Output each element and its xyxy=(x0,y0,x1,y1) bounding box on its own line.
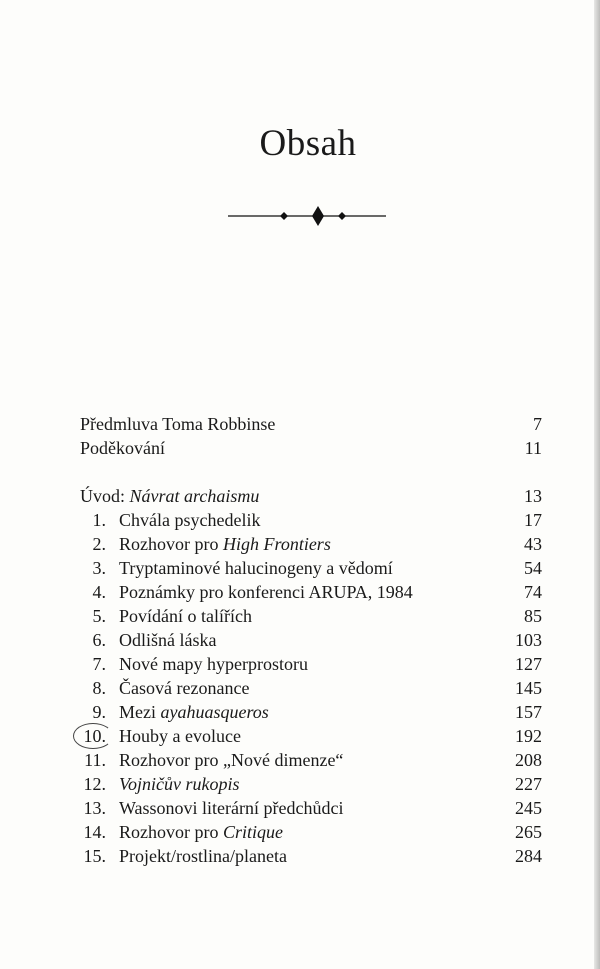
toc-entry xyxy=(80,412,542,436)
toc-chapter xyxy=(80,580,542,604)
chapter-title: Vojničův rukopis xyxy=(119,774,240,794)
entry-page: 7 xyxy=(533,414,542,434)
toc-chapter xyxy=(80,604,542,628)
chapter-page: 145 xyxy=(515,678,542,698)
entry-title: Úvod: Návrat archaismu xyxy=(80,486,260,506)
toc-chapter xyxy=(80,724,542,748)
chapter-title: Mezi ayahuasqueros xyxy=(119,702,269,722)
chapter-number: 9. xyxy=(92,702,106,722)
chapter-title: Rozhovor pro Critique xyxy=(119,822,283,842)
chapter-page: 54 xyxy=(524,558,542,578)
chapter-number: 14. xyxy=(83,822,106,842)
page-title: Obsah xyxy=(259,123,357,164)
chapter-number: 10. xyxy=(83,726,106,746)
chapter-page: 103 xyxy=(515,630,542,650)
chapter-title: Chvála psychedelik xyxy=(119,510,261,530)
entry-title: Předmluva Toma Robbinse xyxy=(80,414,276,434)
chapter-page: 265 xyxy=(515,822,542,842)
chapter-page: 192 xyxy=(515,726,542,746)
chapter-title: Tryptaminové halucinogeny a vědomí xyxy=(119,558,393,578)
chapter-page: 157 xyxy=(515,702,542,722)
chapter-title: Rozhovor pro „Nové dimenze“ xyxy=(119,750,344,770)
toc-chapter xyxy=(80,796,542,820)
chapter-title: Rozhovor pro High Frontiers xyxy=(119,534,331,554)
ornament-divider-icon xyxy=(228,204,386,228)
toc-chapter xyxy=(80,508,542,532)
chapter-title: Houby a evoluce xyxy=(119,726,241,746)
chapter-page: 17 xyxy=(524,510,542,530)
chapter-number: 11. xyxy=(84,750,106,770)
chapter-number: 5. xyxy=(92,606,106,626)
toc-chapter xyxy=(80,844,542,868)
chapter-page: 43 xyxy=(524,534,542,554)
chapter-number: 3. xyxy=(92,558,106,578)
toc-entry xyxy=(80,436,542,460)
toc-chapter xyxy=(80,748,542,772)
chapter-title: Časová rezonance xyxy=(119,678,250,698)
chapter-number: 6. xyxy=(92,630,106,650)
entry-page: 11 xyxy=(524,438,542,458)
toc-chapter xyxy=(80,676,542,700)
toc-chapter xyxy=(80,532,542,556)
chapter-number: 7. xyxy=(92,654,106,674)
toc-chapter xyxy=(80,820,542,844)
entry-page: 13 xyxy=(524,486,542,506)
chapter-number: 4. xyxy=(92,582,106,602)
chapter-page: 208 xyxy=(515,750,542,770)
chapter-page: 85 xyxy=(524,606,542,626)
chapter-number: 2. xyxy=(92,534,106,554)
chapter-page: 74 xyxy=(524,582,542,602)
toc-chapter xyxy=(80,772,542,796)
chapter-title: Povídání o talířích xyxy=(119,606,252,626)
chapter-title: Odlišná láska xyxy=(119,630,217,650)
chapter-number: 8. xyxy=(92,678,106,698)
chapter-number: 1. xyxy=(92,510,106,530)
table-of-contents xyxy=(80,412,542,868)
entry-title: Poděkování xyxy=(80,438,165,458)
toc-entry-intro xyxy=(80,484,542,508)
chapter-number: 15. xyxy=(83,846,106,866)
chapter-page: 245 xyxy=(515,798,542,818)
chapter-title: Wassonovi literární předchůdci xyxy=(119,798,344,818)
toc-chapter xyxy=(80,700,542,724)
chapter-title: Nové mapy hyperprostoru xyxy=(119,654,308,674)
chapter-title: Projekt/rostlina/planeta xyxy=(119,846,287,866)
toc-chapter xyxy=(80,628,542,652)
toc-chapter xyxy=(80,556,542,580)
chapter-title: Poznámky pro konferenci ARUPA, 1984 xyxy=(119,582,413,602)
chapter-page: 227 xyxy=(515,774,542,794)
toc-chapter xyxy=(80,652,542,676)
chapter-page: 127 xyxy=(515,654,542,674)
chapter-page: 284 xyxy=(515,846,542,866)
chapter-number: 12. xyxy=(83,774,106,794)
chapter-number: 13. xyxy=(83,798,106,818)
